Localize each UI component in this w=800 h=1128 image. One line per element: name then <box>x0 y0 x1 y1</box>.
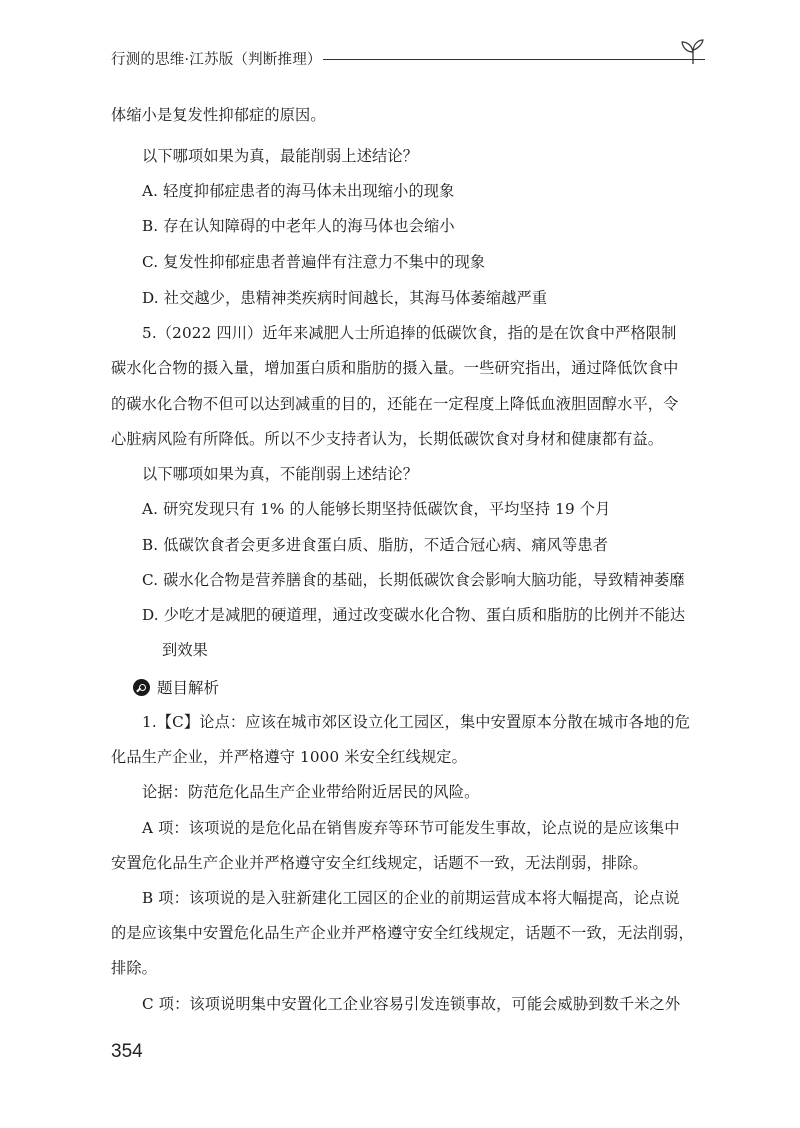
sprout-icon <box>677 36 709 68</box>
body-line: 排除。 <box>111 959 158 977</box>
option-a: A. 研究发现只有 1% 的人能够长期坚持低碳饮食，平均坚持 19 个月 <box>142 500 611 518</box>
item-b-analysis: B 项：该项说的是入驻新建化工园区的企业的前期运营成本将大幅提高，论点说 <box>142 889 680 907</box>
body-line: 化品生产企业，并严格遵守 1000 米安全红线规定。 <box>111 748 467 766</box>
option-d: D. 社交越少，患精神类疾病时间越长，其海马体萎缩越严重 <box>142 289 548 307</box>
argument-line: 论据：防范危化品生产企业带给附近居民的风险。 <box>142 783 480 801</box>
running-header-title: 行测的思维·江苏版（判断推理） <box>111 52 322 68</box>
answer-1-line: 1.【C】论点：应该在城市郊区设立化工园区，集中安置原本分散在城市各地的危 <box>142 713 691 731</box>
analysis-section-heading <box>133 676 219 698</box>
option-c: C. 碳水化合物是营养膳食的基础，长期低碳饮食会影响大脑功能，导致精神萎靡 <box>142 571 685 589</box>
body-line: 心脏病风险有所降低。所以不少支持者认为，长期低碳饮食对身材和健康都有益。 <box>111 430 664 448</box>
body-line: 体缩小是复发性抑郁症的原因。 <box>111 106 326 124</box>
option-b: B. 存在认知障碍的中老年人的海马体也会缩小 <box>142 217 455 235</box>
header-rule <box>323 59 705 60</box>
body-line: 安置危化品生产企业并严格遵守安全红线规定，话题不一致，无法削弱，排除。 <box>111 854 648 872</box>
search-badge-icon <box>133 679 150 696</box>
body-line: 碳水化合物的摄入量，增加蛋白质和脂肪的摄入量。一些研究指出，通过降低饮食中 <box>111 359 679 377</box>
option-d-continued: 到效果 <box>162 641 209 659</box>
option-c: C. 复发性抑郁症患者普遍伴有注意力不集中的现象 <box>142 253 486 271</box>
section-title: 题目解析 <box>157 679 220 697</box>
question-prompt: 以下哪项如果为真，不能削弱上述结论？ <box>142 465 419 483</box>
question-5-stem: 5.（2022 四川）近年来减肥人士所追捧的低碳饮食，指的是在饮食中严格限制 <box>142 324 677 342</box>
option-d: D. 少吃才是减肥的硬道理，通过改变碳水化合物、蛋白质和脂肪的比例并不能达 <box>142 606 686 624</box>
page-number: 354 <box>111 1041 143 1062</box>
item-c-analysis: C 项：该项说明集中安置化工企业容易引发连锁事故，可能会威胁到数千米之外 <box>142 995 681 1013</box>
question-prompt: 以下哪项如果为真，最能削弱上述结论？ <box>142 147 419 165</box>
running-header <box>111 44 711 74</box>
option-b: B. 低碳饮食者会更多进食蛋白质、脂肪，不适合冠心病、痛风等患者 <box>142 536 609 554</box>
option-a: A. 轻度抑郁症患者的海马体未出现缩小的现象 <box>142 182 455 200</box>
body-line: 的是应该集中安置危化品生产企业并严格遵守安全红线规定，话题不一致，无法削弱， <box>111 924 694 942</box>
item-a-analysis: A 项：该项说的是危化品在销售废弃等环节可能发生事故，论点说的是应该集中 <box>142 819 680 837</box>
body-line: 的碳水化合物不但可以达到减重的目的，还能在一定程度上降低血液胆固醇水平，令 <box>111 395 679 413</box>
